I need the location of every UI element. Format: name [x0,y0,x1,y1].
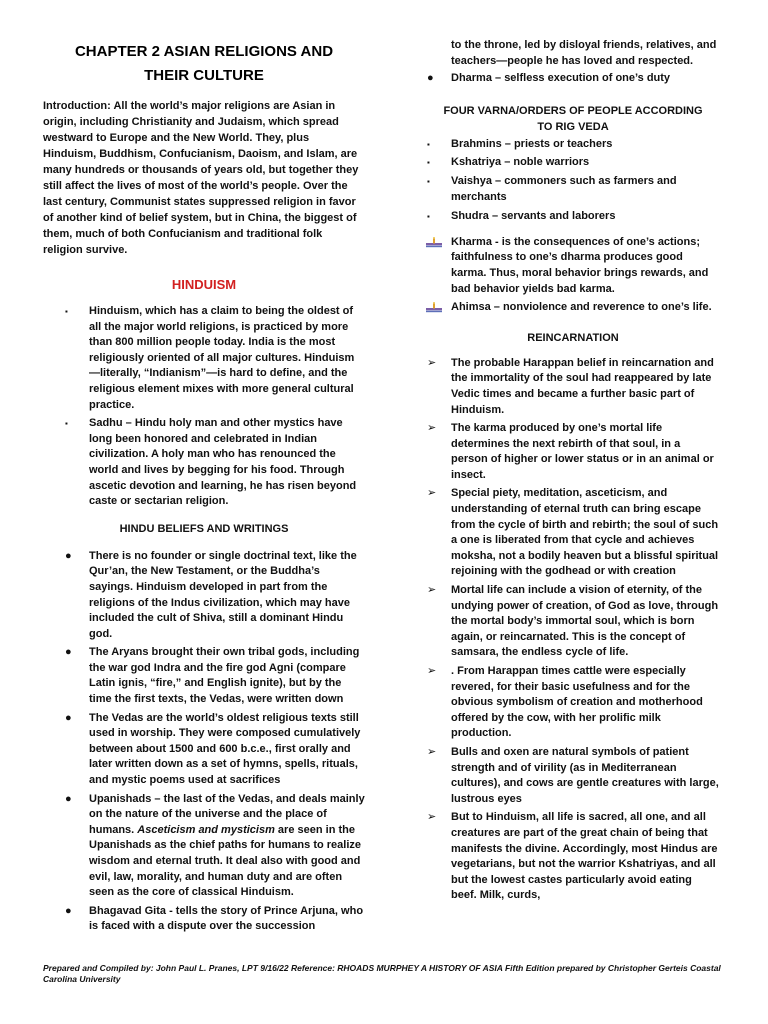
italic-phrase: Asceticism and mysticism [137,823,275,836]
title-line-1: CHAPTER 2 ASIAN RELIGIONS AND [74,43,334,60]
dot-bullet-icon: ● [65,711,72,724]
page-title [43,40,365,88]
beliefs-list [43,549,365,935]
varna-heading: FOUR VARNA/ORDERS OF PEOPLE ACCORDING TO RIG VEDA [443,104,703,133]
karma-list [427,235,719,316]
arrow-bullet-icon: ➢ [427,422,437,435]
list-item: ▪ Kshatriya – noble warriors [427,155,719,171]
list-item: ➢ Bulls and oxen are natural symbols of patient strength and of virility (as in Mediterranean cultures), and cows are gentle creatures with large, lustrous eyes [427,745,719,805]
beliefs-heading: HINDU BELIEFS AND WRITINGS [119,522,289,535]
square-bullet-icon: ▪ [65,307,68,316]
list-item: ➢ The karma produced by one’s mortal life determines the next rebirth of that soul, in a person of higher or lower status or in an animal or insect. [427,422,714,481]
candle-bullet-icon [425,302,443,320]
candle-bullet-icon [425,237,443,255]
dot-bullet-icon: ● [65,904,72,917]
list-item: ▪ Sadhu – Hindu holy man and other mystics have long been honored and celebrated in Indian civilization. A holy man who has renounced the world and lives by begging for his food. Through ascetic devotion and learning, he has risen beyond caste or sectarian religion. [65,417,357,508]
list-item: ▪ Brahmins – priests or teachers [427,137,719,153]
intro-paragraph: Introduction: All the world’s major religions are Asian in origin, including Christianity and Judaism, which spread westward to Europe and the New World. They, plus Hinduism, Buddhism, Confucianism, Daoism, and Islam, are many hundreds or thousands of years old, but together they still affect the lives of most of the world’s people. Over the last century, Communist states suppressed religion in favor of another kind of belief system, but in China, the biggest of them, much of both Confucianism and traditional folk religion survive. [43,100,359,256]
hinduism-list [43,304,365,510]
list-item: ● Dharma – selfless execution of one’s duty [427,71,719,87]
reincarnation-list [427,356,719,904]
list-item: ▪ Hinduism, which has a claim to being the oldest of all the major world religions, is practiced by more than 800 million people today. India is the most religiously oriented of all major cultures. Hinduism—literally, “Indianism”—is hard to define, and the religious element mixes with more general cultural practice. [65,305,355,411]
list-item: ➢ But to Hinduism, all life is sacred, all one, and all creatures are part of the great chain of being that manifests the divine. Accordingly, most Hindus are vegetarians, but not the warrior Kshatriyas, and all but the lowest castes particularly avoid eating beef. Milk, curds, [427,811,718,902]
list-item: ▪ Shudra – servants and laborers [427,209,719,225]
square-bullet-icon: ▪ [427,158,430,168]
arrow-bullet-icon: ➢ [427,356,437,369]
list-item: ▪ Vaishya – commoners such as farmers and merchants [427,174,677,203]
list-item: ● There is no founder or single doctrinal text, like the Qur’an, the New Testament, or the Buddha’s sayings. Hinduism developed in part from the religions of the Indus civilization, which may have included the cult of Shiva, still a dominant Hindu god. [65,549,357,640]
arrow-bullet-icon: ➢ [427,487,437,500]
varna-list [427,137,719,225]
list-item: ● Upanishads – the last of the Vedas, and deals mainly on the nature of the universe and the place of humans. Asceticism and mysticism are seen in the Upanishads as the chief paths for humans to realize wisdom and eternal truth. It deal also with good and evil, law, morality, and human duty and are often seen as the core of classical Hinduism. [65,792,365,899]
list-item: ➢ . From Harappan times cattle were especially revered, for their basic usefulness and for the obvious symbolism of creation and motherhood offered by the cow, with her prolific milk production. [427,665,703,740]
square-bullet-icon: ▪ [427,176,430,186]
arrow-bullet-icon: ➢ [427,745,437,758]
title-line-2: THEIR CULTURE [144,67,264,84]
list-item: ● Bhagavad Gita - tells the story of Prince Arjuna, who is faced with a dispute over the succession [65,904,364,933]
square-bullet-icon: ▪ [65,419,68,429]
list-item: ● The Vedas are the world’s oldest religious texts still used in worship. They were composed cumulatively between about 1500 and 600 b.c.e., first orally and later written down as a set of hymns, spells, rituals, and mystic poems used at sacrifices [65,711,361,787]
dot-bullet-icon: ● [427,72,434,85]
right-column [427,38,719,907]
page-footer: Prepared and Compiled by: John Paul L. Pranes, LPT 9/16/22 Reference: RHOADS MURPHEY A HISTORY OF ASIA Fifth Edition prepared by Christopher Gerteis Coastal Carolina University [43,963,721,984]
arrow-bullet-icon: ➢ [427,811,437,824]
list-item: ➢ The probable Harappan belief in reincarnation and the immortality of the soul had reappeared by late Vedic times and became a further basic part of Hinduism. [427,356,714,416]
arrow-bullet-icon: ➢ [427,665,437,677]
dharma-list [427,71,719,87]
arrow-bullet-icon: ➢ [427,584,437,597]
square-bullet-icon: ▪ [427,139,430,149]
list-item: ➢ Special piety, meditation, asceticism, and understanding of eternal truth can bring escape from the cycle of birth and rebirth; the soul of such a one is liberated from that cycle and achieves moksha, not a bodily heaven but a blissful spiritual rejoining with the godhead or with creation [427,487,719,578]
gita-continuation: to the throne, led by disloyal friends, relatives, and teachers—people he has loved and respected. [451,39,717,67]
dot-bullet-icon: ● [65,646,72,659]
list-item: Kharma - is the consequences of one’s actions; faithfulness to one’s dharma produces good karma. Thus, moral behavior brings rewards, and bad behavior yields bad karma. [427,235,719,297]
dot-bullet-icon: ● [65,549,72,562]
left-column [43,0,365,938]
list-item: Ahimsa – nonviolence and reverence to one’s life. [427,300,719,316]
hinduism-heading: HINDUISM [171,277,237,292]
reincarnation-heading: REINCARNATION [527,331,619,344]
list-item: ➢ Mortal life can include a vision of eternity, of the undying power of creation, of God as love, through the mortal body’s immortal soul, which is born again, or reincarnated. This is the concept of samsara, the endless cycle of life. [427,584,719,659]
list-item: ● The Aryans brought their own tribal gods, including the war god Indra and the fire god Agni (compare Latin ignis, “fire,” and English ignite), but by the time the first texts, the Vedas, were written down [65,646,360,706]
square-bullet-icon: ▪ [427,212,430,222]
dot-bullet-icon: ● [65,792,72,805]
